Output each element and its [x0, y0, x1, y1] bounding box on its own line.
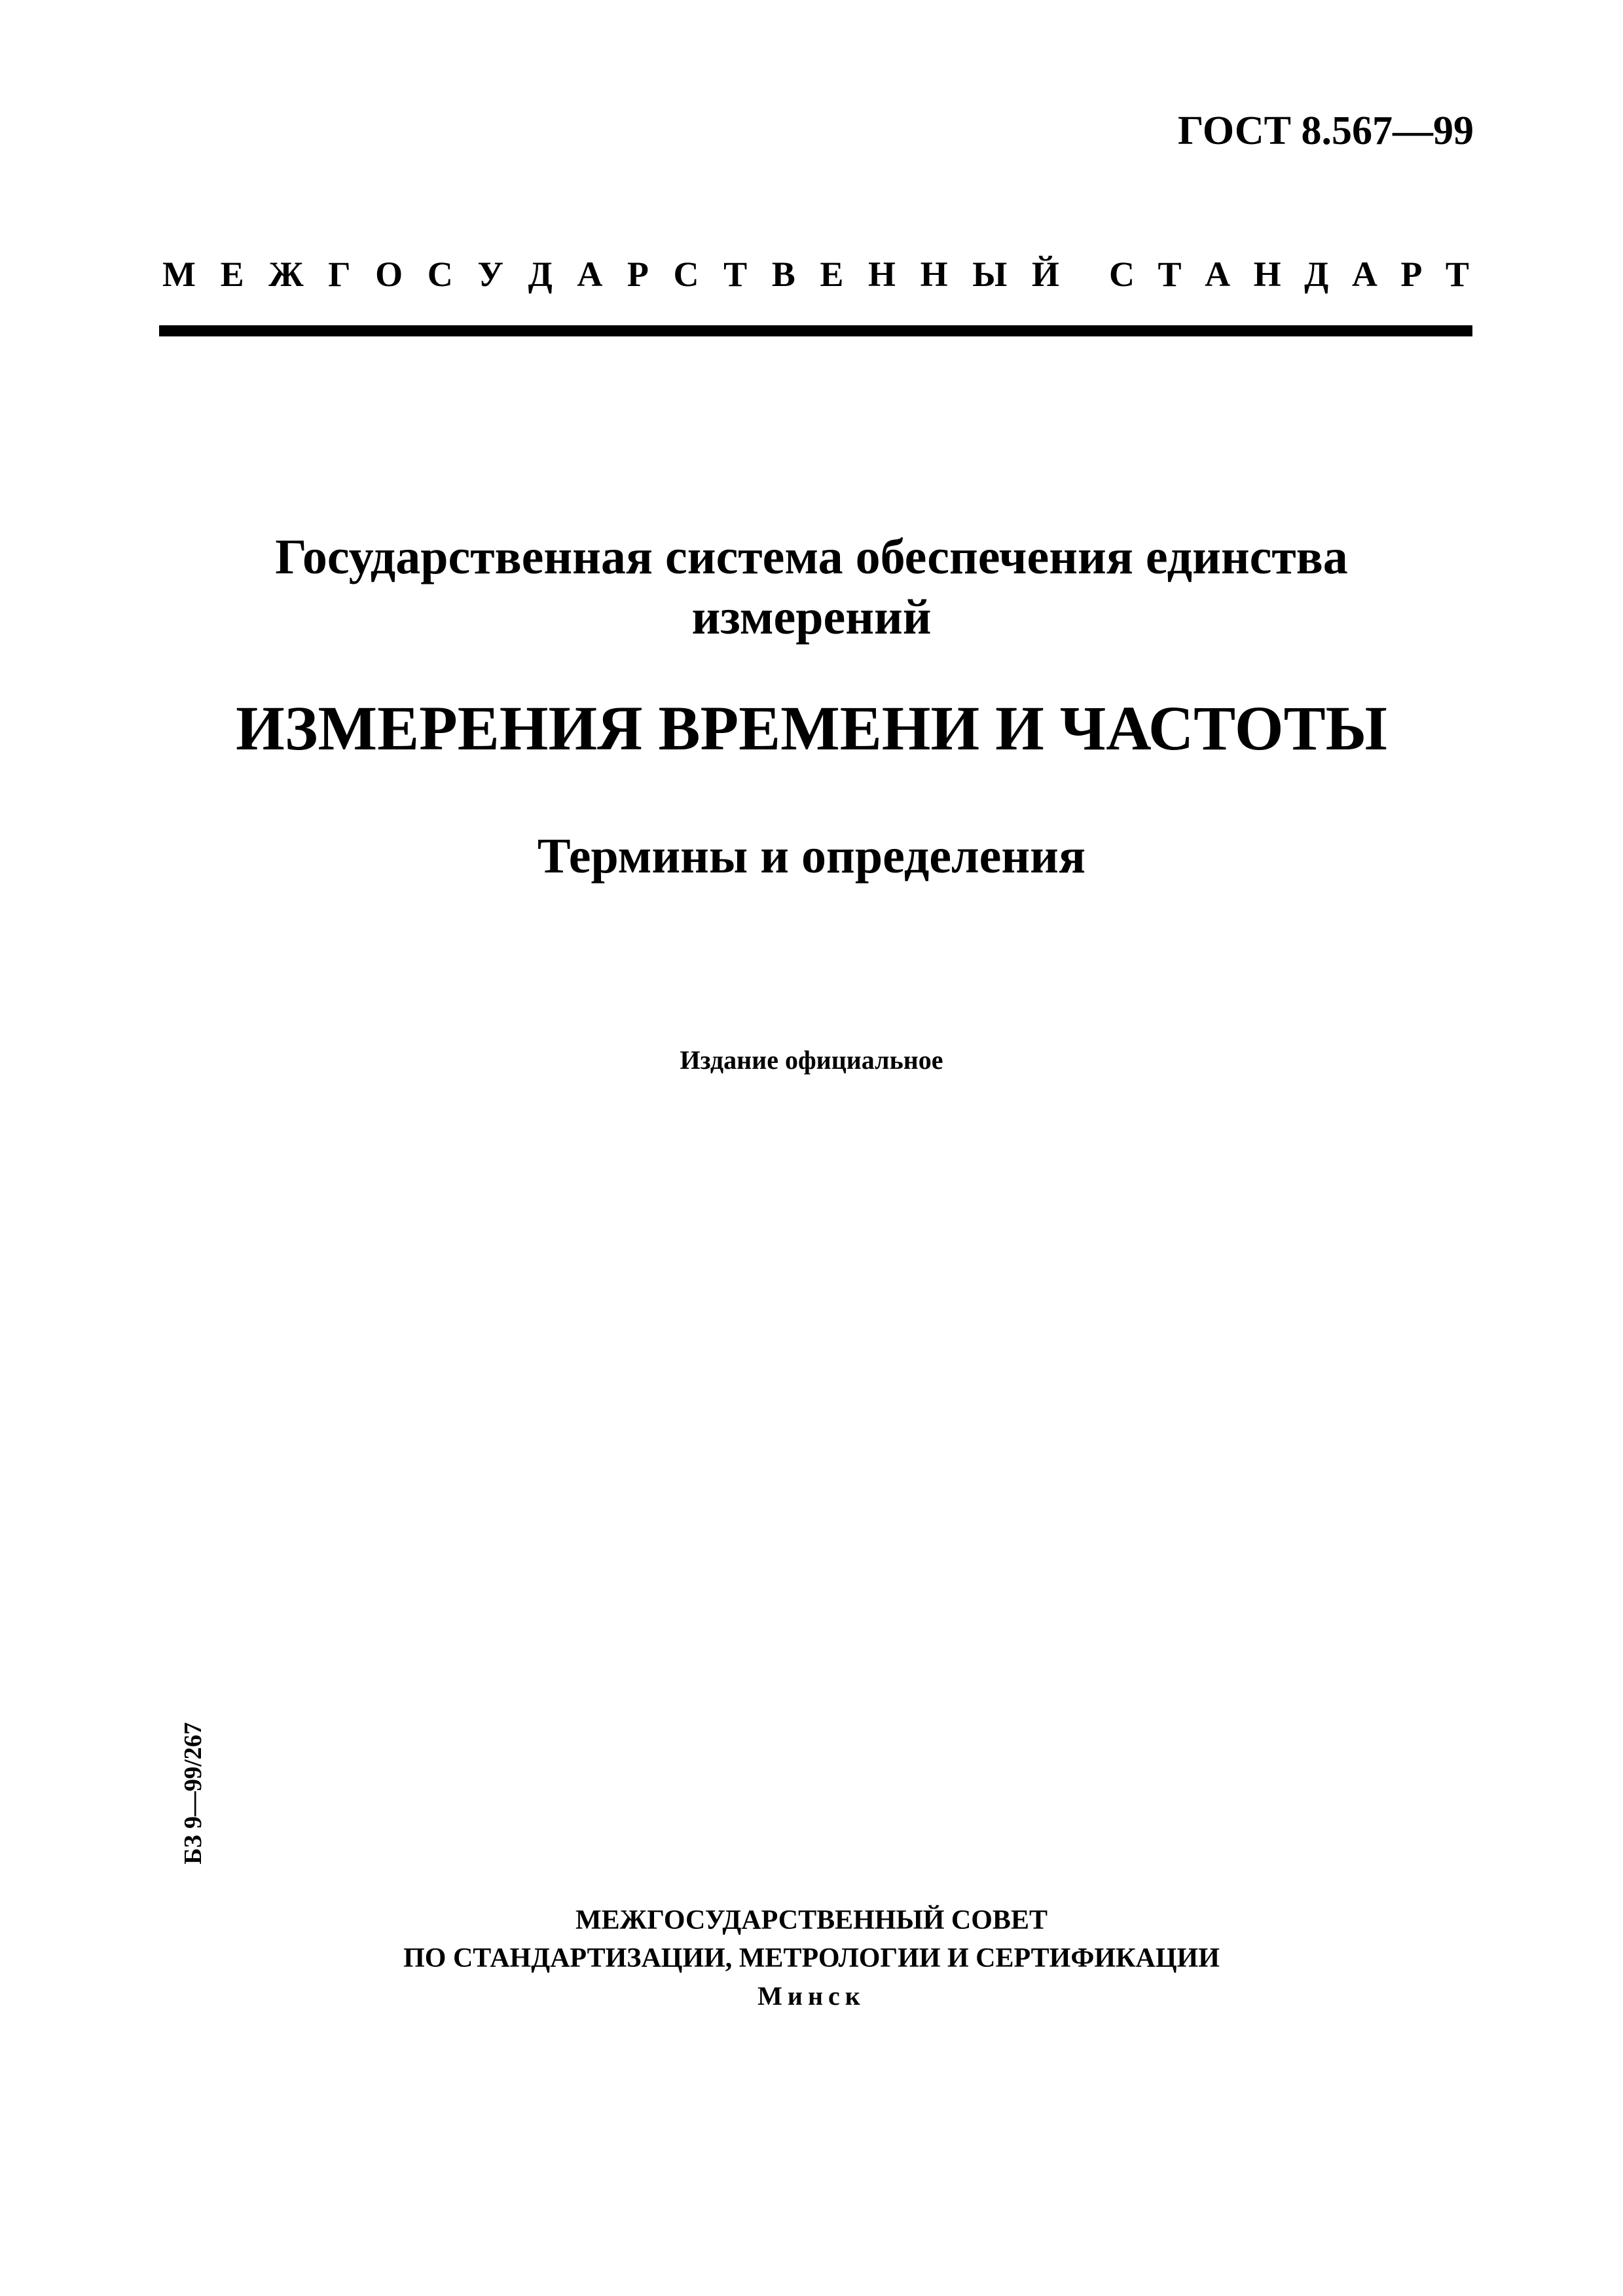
heading-letter: У	[477, 255, 503, 294]
heading-letter: Н	[867, 255, 896, 294]
system-title-line2: измерений	[691, 590, 932, 645]
heading-letter: Д	[1304, 255, 1329, 294]
heading-letter: Т	[723, 255, 748, 294]
interstate-standard-heading	[162, 254, 1469, 295]
side-code: БЗ 9—99/267	[179, 1722, 207, 1865]
heading-letter: Й	[1031, 255, 1059, 294]
heading-letter: Е	[820, 255, 844, 294]
heading-rule	[159, 325, 1472, 336]
heading-letter: В	[771, 255, 795, 294]
subtitle: Термины и определения	[537, 829, 1086, 884]
heading-letter: О	[375, 255, 403, 294]
heading-letter: Т	[1158, 255, 1182, 294]
standard-word	[1109, 254, 1469, 295]
system-title-line1: Государственная система обеспечения единства	[275, 529, 1348, 584]
heading-letter: Р	[1400, 255, 1423, 294]
heading-letter: А	[1351, 255, 1377, 294]
heading-letter: Н	[1253, 255, 1281, 294]
council-name	[0, 1901, 1623, 1977]
main-title: ИЗМЕРЕНИЯ ВРЕМЕНИ И ЧАСТОТЫ	[236, 693, 1387, 763]
heading-letter: Т	[1445, 255, 1469, 294]
heading-letter: Ы	[972, 255, 1008, 294]
council-line1: МЕЖГОСУДАРСТВЕННЫЙ СОВЕТ	[575, 1905, 1048, 1935]
heading-letter: А	[577, 255, 603, 294]
heading-letter: С	[1109, 255, 1135, 294]
heading-letter: С	[673, 255, 699, 294]
system-title	[0, 527, 1623, 647]
heading-letter: М	[162, 255, 196, 294]
heading-letter: Д	[528, 255, 553, 294]
heading-letter: Г	[328, 255, 351, 294]
heading-letter: Р	[627, 255, 649, 294]
heading-letter: Е	[220, 255, 244, 294]
heading-letter: А	[1205, 255, 1231, 294]
council-line2: ПО СТАНДАРТИЗАЦИИ, МЕТРОЛОГИИ И СЕРТИФИКАЦИИ	[403, 1943, 1220, 1973]
heading-letter: С	[427, 255, 453, 294]
gost-code: ГОСТ 8.567—99	[1177, 109, 1474, 153]
interstate-word	[162, 254, 1059, 295]
heading-letter: Ж	[268, 255, 304, 294]
city: Минск	[757, 1981, 866, 2011]
heading-letter: Н	[920, 255, 948, 294]
edition-label: Издание официальное	[680, 1045, 943, 1075]
